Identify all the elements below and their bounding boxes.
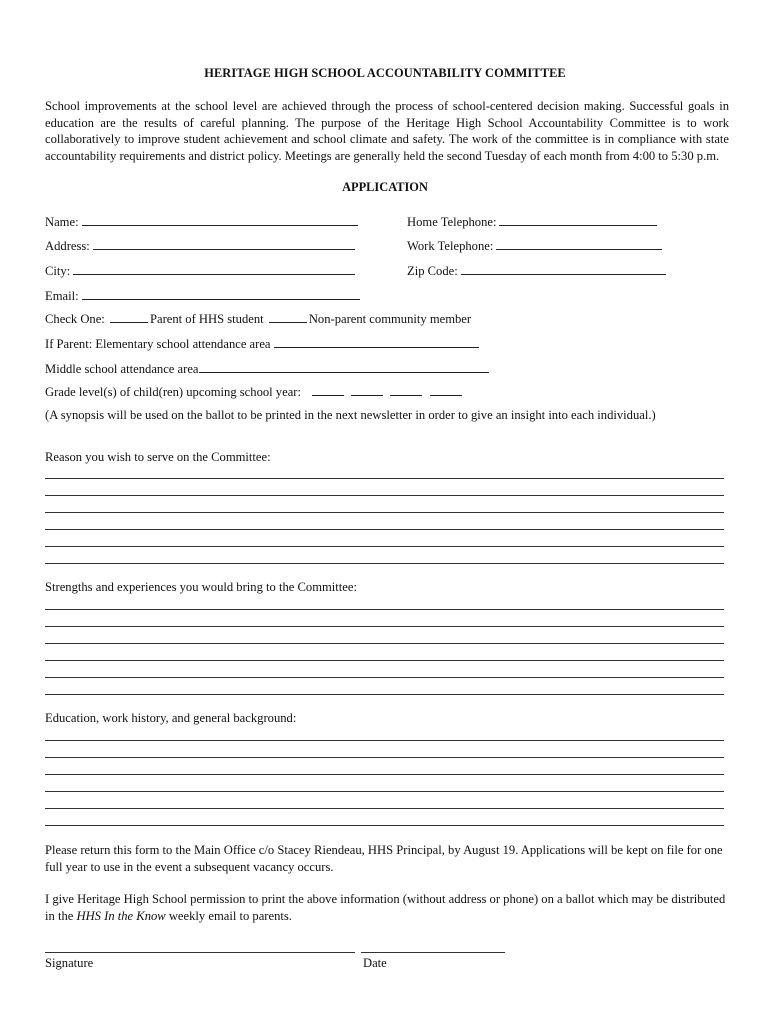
education-line[interactable] bbox=[45, 757, 724, 758]
education-line[interactable] bbox=[45, 791, 724, 792]
grade-levels-row bbox=[45, 384, 464, 400]
synopsis-note: (A synopsis will be used on the ballot to be printed in the next newsletter in order to give an insight into each individual.) bbox=[45, 408, 656, 422]
home-phone-row bbox=[407, 213, 657, 230]
zip-code-field[interactable] bbox=[461, 262, 666, 275]
signature-line[interactable] bbox=[45, 952, 355, 953]
application-heading: APPLICATION bbox=[342, 180, 428, 194]
email-field[interactable] bbox=[82, 287, 360, 300]
return-instructions: Please return this form to the Main Office c/o Stacey Riendeau, HHS Principal, by August 19. Applications will be kept on file for one full year to use in the event a subsequent vacancy occurs. bbox=[45, 843, 723, 874]
email-label: Email: bbox=[45, 289, 79, 303]
education-line[interactable] bbox=[45, 808, 724, 809]
city-field-row bbox=[45, 262, 355, 279]
grade-level-3-field[interactable] bbox=[390, 384, 422, 396]
elementary-area-row bbox=[45, 335, 479, 352]
strengths-line[interactable] bbox=[45, 626, 724, 627]
address-label: Address: bbox=[45, 239, 90, 253]
reason-line[interactable] bbox=[45, 529, 724, 530]
parent-checkbox[interactable] bbox=[110, 311, 148, 323]
city-field[interactable] bbox=[73, 262, 355, 275]
education-line[interactable] bbox=[45, 825, 724, 826]
parent-option-label: Parent of HHS student bbox=[149, 312, 264, 326]
strengths-line[interactable] bbox=[45, 660, 724, 661]
zip-code-row bbox=[407, 262, 666, 279]
address-field[interactable] bbox=[93, 237, 355, 250]
intro-paragraph: School improvements at the school level are achieved through the process of school-centered decision making. Successful goals in education are the results of careful planning. The purpose of the Heritage High School Accountability Committee is to work collaboratively to improve student achievement and school climate and safety. The work of the committee is in compliance with state accountability requirements and district policy. Meetings are generally held the second Tuesday of each month from 4:00 to 5:30 p.m. bbox=[45, 99, 729, 163]
form-title: HERITAGE HIGH SCHOOL ACCOUNTABILITY COMMITTEE bbox=[204, 66, 566, 80]
reason-label: Reason you wish to serve on the Committee: bbox=[45, 450, 271, 464]
name-field-row bbox=[45, 213, 358, 230]
permission-text-end: weekly email to parents. bbox=[165, 909, 292, 923]
education-line[interactable] bbox=[45, 774, 724, 775]
strengths-line[interactable] bbox=[45, 609, 724, 610]
non-parent-option-label: Non-parent community member bbox=[308, 312, 472, 326]
reason-line[interactable] bbox=[45, 563, 724, 564]
grade-levels-label: Grade level(s) of child(ren) upcoming school year: bbox=[45, 385, 301, 399]
date-line[interactable] bbox=[361, 952, 505, 953]
check-one-label: Check One: bbox=[45, 312, 105, 326]
education-label: Education, work history, and general background: bbox=[45, 711, 297, 725]
email-field-row bbox=[45, 287, 360, 304]
elementary-area-label: If Parent: Elementary school attendance area bbox=[45, 337, 271, 351]
strengths-line[interactable] bbox=[45, 643, 724, 644]
strengths-line[interactable] bbox=[45, 694, 724, 695]
non-parent-checkbox[interactable] bbox=[269, 311, 307, 323]
home-phone-label: Home Telephone: bbox=[407, 215, 497, 229]
grade-level-1-field[interactable] bbox=[312, 384, 344, 396]
signature-label: Signature bbox=[45, 956, 94, 970]
middle-school-label: Middle school attendance area bbox=[45, 362, 199, 376]
newsletter-name: HHS In the Know bbox=[76, 909, 166, 923]
education-line[interactable] bbox=[45, 740, 724, 741]
middle-school-row bbox=[45, 360, 489, 377]
permission-text-start: I give Heritage High School permission to print the above information (without address or phone) on a ballot which may be distributed in the bbox=[45, 892, 726, 923]
home-phone-field[interactable] bbox=[499, 213, 657, 226]
reason-line[interactable] bbox=[45, 546, 724, 547]
reason-line[interactable] bbox=[45, 478, 724, 479]
work-phone-label: Work Telephone: bbox=[407, 239, 494, 253]
middle-school-field[interactable] bbox=[199, 360, 489, 373]
work-phone-row bbox=[407, 237, 662, 254]
elementary-area-field[interactable] bbox=[274, 335, 479, 348]
check-one-row bbox=[45, 311, 471, 327]
grade-level-4-field[interactable] bbox=[430, 384, 462, 396]
strengths-label: Strengths and experiences you would bring to the Committee: bbox=[45, 580, 357, 594]
date-label: Date bbox=[363, 956, 387, 970]
zip-code-label: Zip Code: bbox=[407, 264, 458, 278]
work-phone-field[interactable] bbox=[496, 237, 662, 250]
permission-statement bbox=[45, 891, 729, 925]
city-label: City: bbox=[45, 264, 71, 278]
address-field-row bbox=[45, 237, 355, 254]
grade-level-2-field[interactable] bbox=[351, 384, 383, 396]
reason-line[interactable] bbox=[45, 495, 724, 496]
strengths-line[interactable] bbox=[45, 677, 724, 678]
name-label: Name: bbox=[45, 215, 79, 229]
name-field[interactable] bbox=[82, 213, 358, 226]
reason-line[interactable] bbox=[45, 512, 724, 513]
